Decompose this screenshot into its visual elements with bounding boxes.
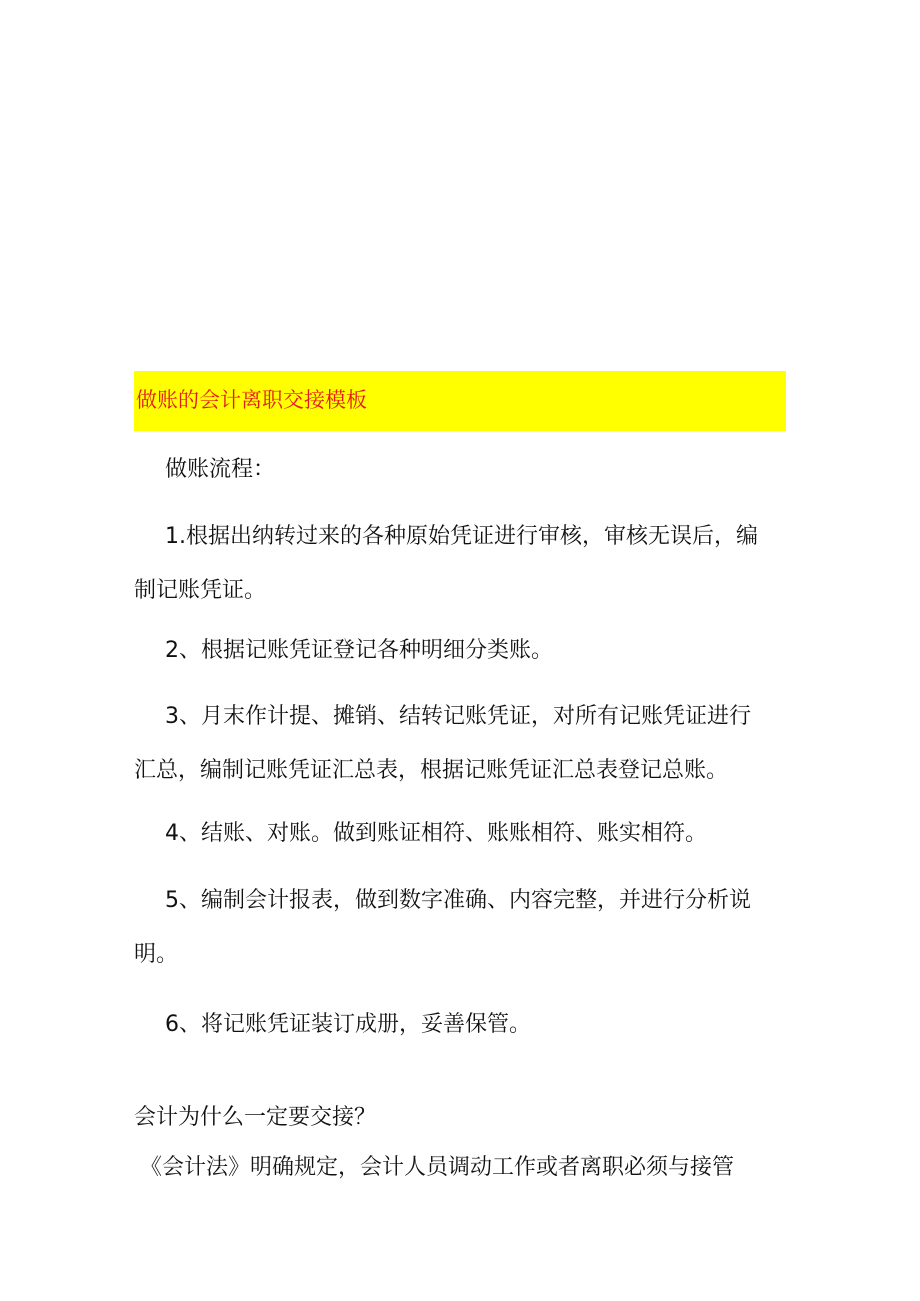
step-1: [134, 510, 794, 618]
step-1-line-1: 1.根据出纳转过来的各种原始凭证进行审核，审核无误后，编: [165, 524, 758, 549]
step-2-line: 2、根据记账凭证登记各种明细分类账。: [165, 638, 553, 663]
step-1-line-2: 制记账凭证。: [134, 578, 267, 603]
step-3-line-2: 汇总，编制记账凭证汇总表，根据记账凭证汇总表登记总账。: [134, 758, 729, 783]
step-2: [134, 624, 794, 678]
step-6: [134, 998, 794, 1052]
step-5-line-2: 明。: [134, 942, 179, 967]
step-4: [134, 807, 794, 861]
step-3-line-1: 3、月末作计提、摊销、结转记账凭证，对所有记账凭证进行: [165, 704, 751, 729]
answer-paragraph: 《会计法》明确规定，会计人员调动工作或者离职必须与接管: [140, 1155, 735, 1180]
process-heading-text: 做账流程：: [165, 457, 276, 482]
step-3: [134, 690, 794, 798]
step-4-line: 4、结账、对账。做到账证相符、账账相符、账实相符。: [165, 821, 707, 846]
step-6-line: 6、将记账凭证装订成册，妥善保管。: [165, 1012, 531, 1037]
document-title: 做账的会计离职交接模板: [136, 388, 367, 412]
step-5-line-1: 5、编制会计报表，做到数字准确、内容完整，并进行分析说: [165, 888, 751, 913]
title-highlight: [134, 371, 786, 431]
process-heading: [165, 443, 825, 497]
step-5: [134, 874, 794, 982]
question-heading: 会计为什么一定要交接？: [134, 1105, 377, 1130]
